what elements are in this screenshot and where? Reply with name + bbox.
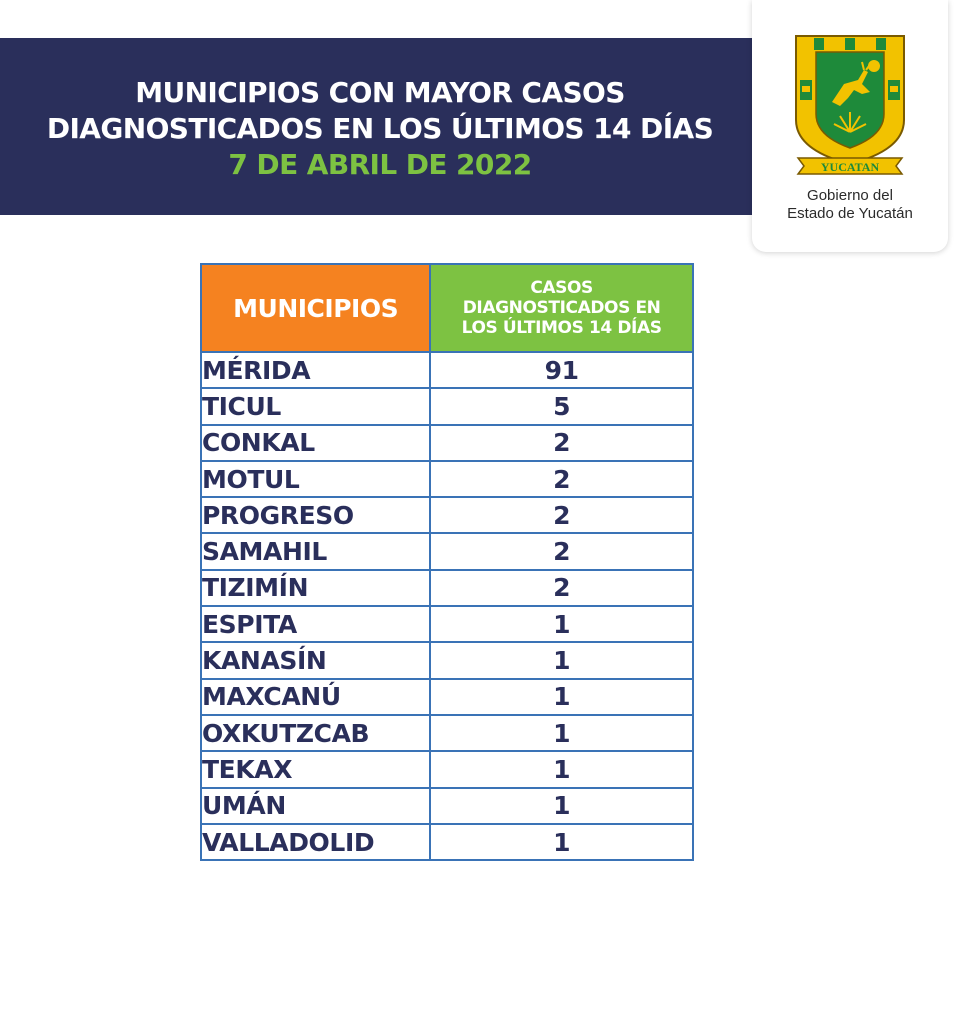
- casos-cell: 2: [430, 497, 693, 533]
- column-header-casos-line-1: CASOS: [530, 278, 593, 298]
- column-header-municipios: MUNICIPIOS: [201, 264, 430, 352]
- municipio-cell: TIZIMÍN: [201, 570, 430, 606]
- municipio-cell: CONKAL: [201, 425, 430, 461]
- casos-cell: 1: [430, 751, 693, 787]
- table-row: [201, 715, 693, 751]
- municipio-cell: KANASÍN: [201, 642, 430, 678]
- municipio-cell: MOTUL: [201, 461, 430, 497]
- table-row: [201, 425, 693, 461]
- casos-cell: 1: [430, 679, 693, 715]
- government-logo-card: [752, 0, 948, 252]
- casos-cell: 1: [430, 824, 693, 860]
- column-header-casos-line-3: LOS ÚLTIMOS 14 DÍAS: [461, 318, 662, 338]
- municipio-cell: SAMAHIL: [201, 533, 430, 569]
- table-row: [201, 461, 693, 497]
- table-row: [201, 751, 693, 787]
- casos-cell: 91: [430, 352, 693, 388]
- report-date: 7 DE ABRIL DE 2022: [228, 148, 532, 181]
- casos-cell: 1: [430, 642, 693, 678]
- casos-cell: 1: [430, 606, 693, 642]
- table-row: [201, 679, 693, 715]
- casos-cell: 2: [430, 425, 693, 461]
- casos-cell: 2: [430, 533, 693, 569]
- casos-cell: 2: [430, 570, 693, 606]
- casos-cell: 5: [430, 388, 693, 424]
- table-row: [201, 388, 693, 424]
- table-row: [201, 642, 693, 678]
- table-row: [201, 824, 693, 860]
- casos-cell: 1: [430, 788, 693, 824]
- municipio-cell: OXKUTZCAB: [201, 715, 430, 751]
- title-line-2: DIAGNOSTICADOS EN LOS ÚLTIMOS 14 DÍAS: [46, 112, 714, 145]
- table-row: [201, 788, 693, 824]
- yucatan-coat-of-arms-icon: [792, 32, 908, 182]
- municipio-cell: MAXCANÚ: [201, 679, 430, 715]
- table-row: [201, 533, 693, 569]
- government-name-line-2: Estado de Yucatán: [787, 205, 913, 222]
- municipio-cell: TEKAX: [201, 751, 430, 787]
- table-header-row: [201, 264, 693, 352]
- casos-cell: 2: [430, 461, 693, 497]
- municipio-cell: ESPITA: [201, 606, 430, 642]
- municipio-cell: MÉRIDA: [201, 352, 430, 388]
- municipio-cell: VALLADOLID: [201, 824, 430, 860]
- column-header-casos: [430, 264, 693, 352]
- municipio-cell: TICUL: [201, 388, 430, 424]
- column-header-casos-line-2: DIAGNOSTICADOS EN: [462, 298, 661, 318]
- government-name-line-1: Gobierno del: [807, 187, 893, 204]
- table-row: [201, 497, 693, 533]
- table-row: [201, 606, 693, 642]
- table-row: [201, 352, 693, 388]
- municipio-cell: UMÁN: [201, 788, 430, 824]
- casos-cell: 1: [430, 715, 693, 751]
- cases-table: [200, 263, 694, 861]
- municipio-cell: PROGRESO: [201, 497, 430, 533]
- crest-ribbon-text: YUCATAN: [820, 160, 880, 174]
- title-line-1: MUNICIPIOS CON MAYOR CASOS: [135, 76, 625, 109]
- table-row: [201, 570, 693, 606]
